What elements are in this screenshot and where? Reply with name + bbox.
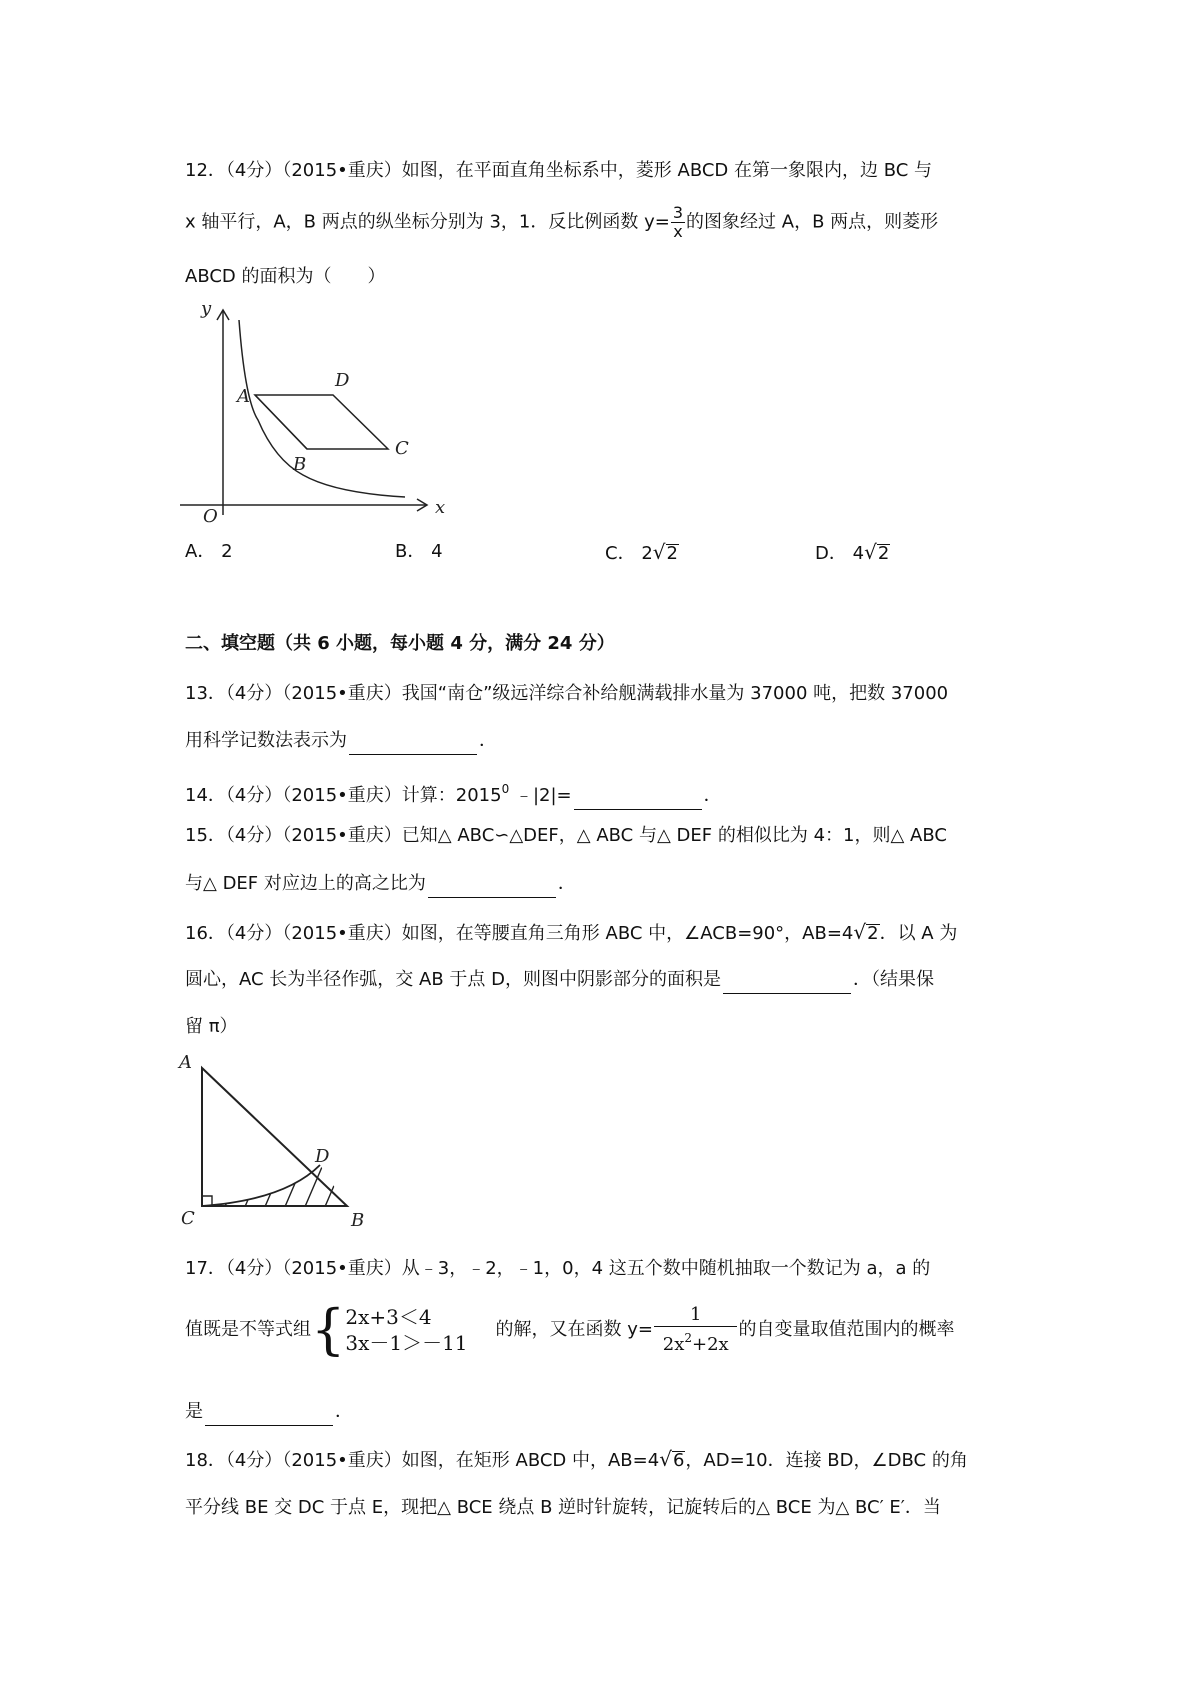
q15-end: ．	[557, 873, 576, 894]
q13-end: ．	[479, 730, 497, 751]
q12-choice-b-value: 4	[431, 541, 443, 562]
q12-choice-a-value: 2	[221, 541, 233, 562]
q12-hyperbola	[239, 320, 405, 497]
sqrt-icon: √	[853, 920, 867, 944]
q17-line3	[185, 1398, 353, 1426]
q14-end: ．	[703, 785, 722, 806]
q12-choice-c-label: C．	[605, 543, 636, 564]
q12-choice-d	[815, 538, 890, 568]
q17-line2-tail: 的自变量取值范围内的概率	[738, 1319, 955, 1340]
q17-fraction-denominator	[661, 1327, 731, 1356]
q15-line1: 15．（4分）（2015•重庆）已知△ ABC∽△DEF，△ ABC 与△ DEF 的相似比为 4：1，则△ ABC	[185, 825, 947, 846]
q12-choice-d-radicand: 2	[877, 543, 890, 564]
q12-figure	[175, 300, 450, 525]
q12-line2-tail: 的图象经过 A，B 两点，则菱形	[686, 211, 939, 233]
q12-choice-c-coef: 2	[641, 543, 653, 564]
q12-line2	[185, 204, 938, 241]
q16-line2	[185, 966, 934, 994]
q18-line2: 平分线 BE 交 DC 于点 E，现把△ BCE 绕点 B 逆时针旋转，记旋转后的△ BCE 为△ BC′ E′．当	[185, 1497, 941, 1518]
q17-fraction-numerator: 1	[654, 1304, 737, 1327]
q16-figure	[175, 1050, 375, 1235]
q17-line3-text: 是	[185, 1401, 203, 1422]
q12-segment-ab	[255, 395, 307, 449]
q16-line3: 留 π）	[185, 1016, 238, 1037]
q12-label-c: C	[395, 438, 409, 459]
q17-fraction	[654, 1304, 737, 1356]
q12-label-y: y	[201, 300, 212, 319]
q12-label-o: O	[203, 506, 218, 525]
q12-choice-a-label: A．	[185, 541, 216, 562]
q13-line1: 13．（4分）（2015•重庆）我国“南仓”级远洋综合补给舰满载排水量为 37000 吨，把数 37000	[185, 683, 949, 704]
q16-shaded-region	[215, 1160, 345, 1230]
q17-line2-text: 值既是不等式组	[185, 1319, 311, 1340]
q12-fraction	[671, 204, 685, 241]
q12-line2-text: x 轴平行，A，B 两点的纵坐标分别为 3，1．反比例函数 y=	[185, 211, 670, 233]
sqrt-icon: √	[652, 540, 666, 564]
q17-inequality-system	[345, 1304, 467, 1356]
q17-den-part-a: 2x	[662, 1334, 685, 1355]
q18-line1	[185, 1445, 968, 1475]
q12-choice-c-radicand: 2	[666, 543, 678, 564]
q15-line2-text: 与△ DEF 对应边上的高之比为	[185, 873, 426, 894]
q17-den-part-b: +2x	[692, 1334, 729, 1355]
q16-answer-blank	[723, 973, 851, 994]
q18-radicand: 6	[672, 1450, 685, 1471]
q13-line2-text: 用科学记数法表示为	[185, 730, 347, 751]
q16-triangle	[202, 1068, 347, 1206]
q14-text-tail: ﹣|2|=	[509, 785, 572, 806]
q16-label-c: C	[181, 1208, 195, 1229]
q14-exponent: 0	[501, 782, 510, 796]
left-brace-icon: {	[311, 1298, 346, 1361]
q15-line2	[185, 870, 576, 898]
q12-rhombus	[255, 395, 388, 449]
q17-inequality-2: 3x－1＞－11	[345, 1331, 468, 1355]
sqrt-icon: √	[659, 1447, 672, 1471]
q12-label-d: D	[335, 370, 350, 391]
sqrt-icon: √	[864, 540, 877, 564]
q12-label-x: x	[435, 497, 446, 518]
q12-choice-b	[395, 538, 443, 566]
section-heading: 二、填空题（共 6 小题，每小题 4 分，满分 24 分）	[185, 633, 615, 654]
q18-line1-text: 18．（4分）（2015•重庆）如图，在矩形 ABCD 中，AB=4	[185, 1450, 660, 1471]
q17-line2	[185, 1300, 954, 1360]
q17-inequality-1: 2x+3＜4	[345, 1305, 432, 1329]
q12-choice-c	[605, 538, 679, 568]
q12-choice-d-coef: 4	[852, 543, 865, 564]
q12-line3: ABCD 的面积为（ ）	[185, 266, 386, 287]
q16-arc	[202, 1165, 320, 1206]
q12-fraction-numerator: 3	[672, 203, 684, 222]
q16-label-a: A	[179, 1052, 192, 1073]
q14-answer-blank	[574, 789, 702, 810]
q14-line	[185, 775, 722, 810]
q12-line1: 12．（4分）（2015•重庆）如图，在平面直角坐标系中，菱形 ABCD 在第一象限内，边 BC 与	[185, 160, 933, 181]
q12-label-a: A	[237, 386, 250, 407]
q16-label-b: B	[351, 1210, 365, 1231]
q12-label-b: B	[293, 454, 307, 475]
q17-answer-blank	[205, 1405, 333, 1426]
q16-radicand: 2	[867, 923, 879, 944]
q16-label-d: D	[315, 1146, 330, 1167]
q13-line2	[185, 727, 497, 755]
q13-answer-blank	[349, 734, 477, 755]
q16-line1-text: 16．（4分）（2015•重庆）如图，在等腰直角三角形 ABC 中，∠ACB=90°，AB=4	[185, 923, 854, 944]
q16-line2-text: 圆心，AC 长为半径作弧，交 AB 于点 D，则图中阴影部分的面积是	[185, 969, 721, 990]
q16-line1-tail: ．以 A 为	[879, 923, 958, 944]
q12-choice-d-label: D．	[815, 543, 847, 564]
q17-line1: 17．（4分）（2015•重庆）从﹣3，﹣2，﹣1，0，4 这五个数中随机抽取一个数记为 a，a 的	[185, 1258, 931, 1279]
q17-end: ．	[335, 1401, 353, 1422]
q12-choice-a	[185, 538, 233, 566]
q18-line1-tail: ，AD=10．连接 BD，∠DBC 的角	[685, 1450, 968, 1471]
q15-answer-blank	[428, 877, 556, 898]
q12-fraction-denominator: x	[673, 222, 683, 241]
q17-line2-mid: 的解，又在函数 y=	[495, 1319, 654, 1340]
q17-den-exponent: 2	[684, 1331, 693, 1345]
q16-line1	[185, 918, 957, 948]
q16-line2-tail: ．（结果保	[852, 969, 934, 990]
q14-text: 14．（4分）（2015•重庆）计算：2015	[185, 785, 502, 806]
q12-choice-b-label: B．	[395, 541, 426, 562]
